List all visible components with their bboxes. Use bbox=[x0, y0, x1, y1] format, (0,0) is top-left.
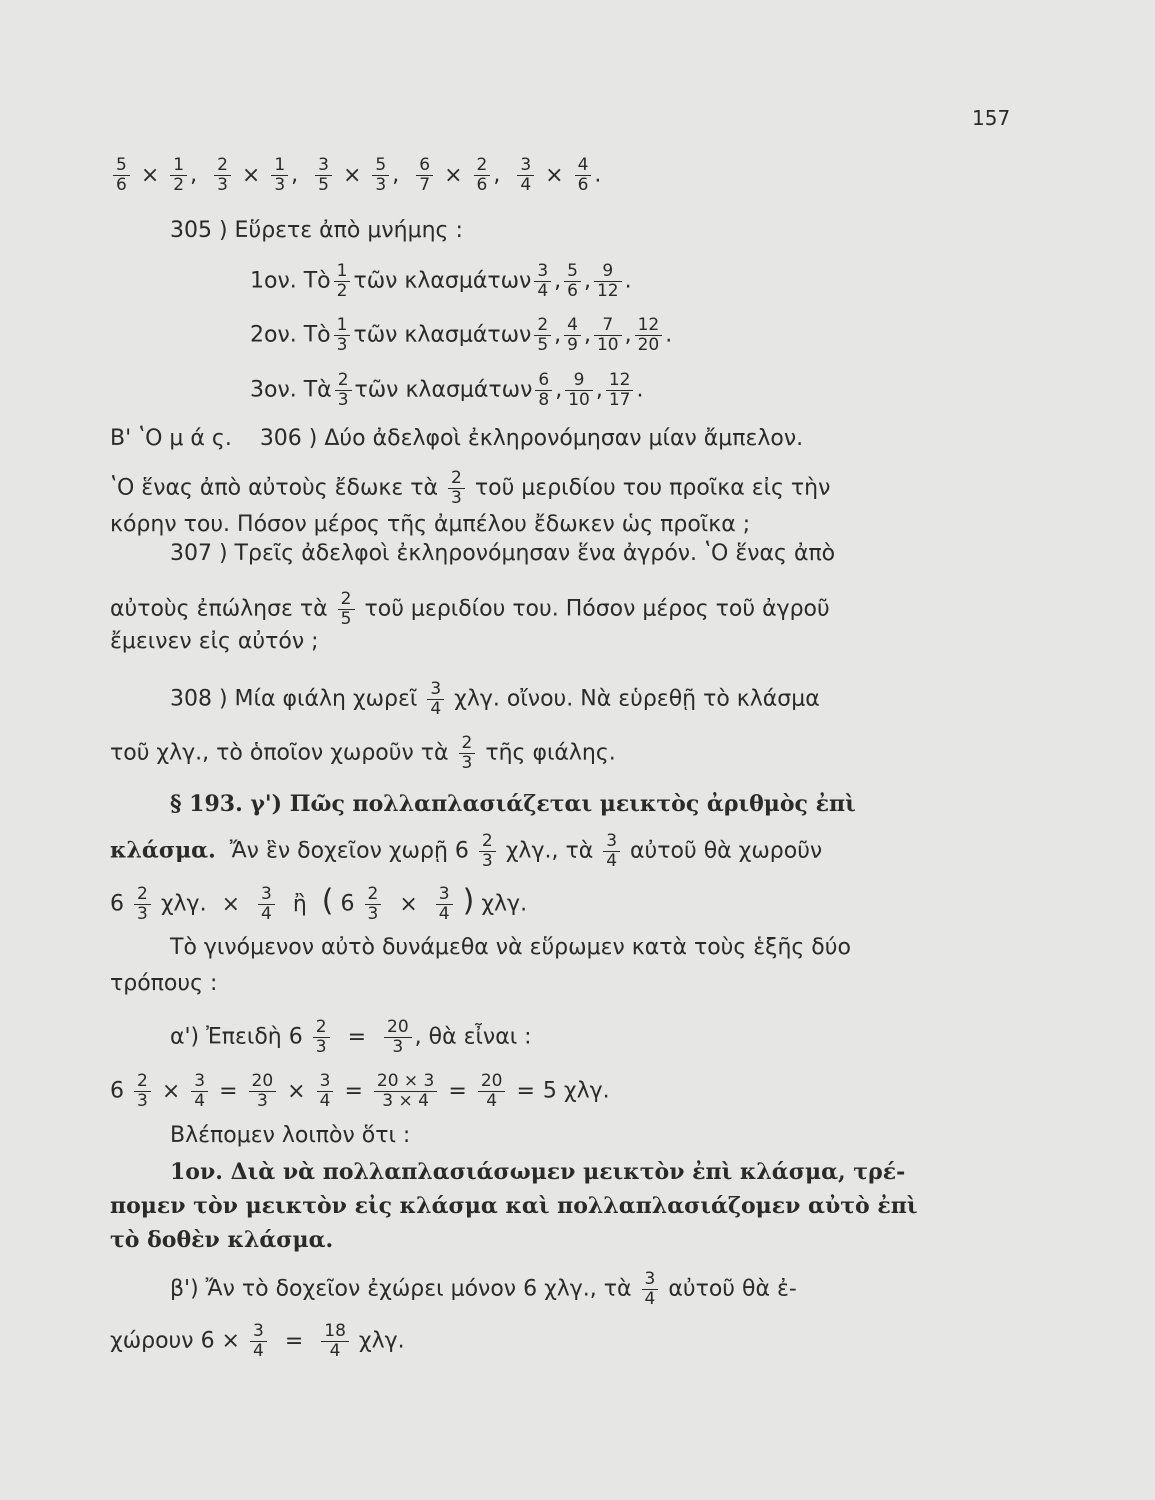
text: = bbox=[516, 1078, 535, 1104]
fraction: $\frac{20}{4}$ bbox=[478, 1072, 506, 1111]
fraction: $\frac{2}{3}$ bbox=[134, 1072, 151, 1111]
text: τοῦ χλγ., τὸ ὁποῖον χωροῦν τὰ bbox=[110, 740, 449, 766]
punctuation: , bbox=[624, 322, 632, 348]
text: = bbox=[448, 1078, 467, 1104]
fraction: $\frac{9}{12}$ bbox=[594, 262, 622, 301]
text: , θὰ εἶναι : bbox=[414, 1024, 532, 1050]
fraction: $\frac{1}{2}$ bbox=[334, 262, 351, 301]
fraction: $\frac{7}{10}$ bbox=[594, 316, 622, 355]
text: 308 ) Μία φιάλη χωρεῖ bbox=[170, 686, 418, 712]
alpha-line bbox=[170, 1018, 532, 1057]
ex307-line2 bbox=[110, 590, 830, 629]
text: = bbox=[344, 1078, 363, 1104]
text: 1ον. Τὸ bbox=[250, 268, 331, 294]
rule-line1: 1ον. Διὰ νὰ πολλαπλασιάσωμεν μεικτὸν ἐπὶ κλάσμα, τρέ- bbox=[170, 1159, 906, 1185]
fraction: $\frac{2}{5}$ bbox=[338, 590, 355, 629]
operator: × bbox=[221, 891, 241, 917]
text: χλγ. bbox=[481, 891, 528, 917]
fraction: $\frac{5}{6}$ bbox=[564, 262, 581, 301]
fraction: $\frac{3}{4}$ bbox=[642, 1270, 659, 1309]
section-193-line4: Τὸ γινόμενον αὐτὸ δυνάμεθα νὰ εὕρωμεν κατὰ τοὺς ἑξῆς δύο bbox=[170, 935, 851, 960]
fraction: $\frac{3}{4}$ bbox=[317, 1072, 334, 1111]
fraction: $\frac{5}{6}$ bbox=[113, 156, 130, 195]
fraction: $\frac{6}{7}$ bbox=[416, 156, 433, 195]
punctuation: . bbox=[624, 268, 632, 294]
text: ʽΟ ἕνας ἀπὸ αὐτοὺς ἔδωκε τὰ bbox=[110, 475, 439, 501]
page-number: 157 bbox=[972, 106, 1011, 130]
text: 6 bbox=[110, 891, 124, 917]
rule-line3: τὸ δοθὲν κλάσμα. bbox=[110, 1227, 334, 1253]
fraction: $\frac{3}{4}$ bbox=[517, 156, 534, 195]
text: χλγ. bbox=[358, 1328, 405, 1354]
fraction: $\frac{2}{3}$ bbox=[313, 1018, 330, 1057]
text: α') Ἐπειδὴ 6 bbox=[170, 1024, 303, 1050]
punctuation: , bbox=[595, 377, 603, 403]
text: τῶν κλασμάτων bbox=[353, 268, 532, 294]
text: τοῦ μεριδίου του. Πόσον μέρος τοῦ ἀγροῦ bbox=[364, 596, 830, 622]
punctuation: , bbox=[583, 268, 591, 294]
punctuation: . bbox=[636, 377, 644, 403]
fraction: $\frac{9}{10}$ bbox=[565, 371, 593, 410]
text: χλγ. bbox=[160, 891, 207, 917]
fraction: $\frac{4}{9}$ bbox=[564, 316, 581, 355]
punctuation: × bbox=[140, 162, 160, 188]
fraction: $\frac{6}{8}$ bbox=[535, 371, 552, 410]
text: αὐτοὺς ἐπώλησε τὰ bbox=[110, 596, 328, 622]
fraction: $\frac{1}{3}$ bbox=[334, 316, 351, 355]
punctuation: × bbox=[241, 162, 261, 188]
fraction: $\frac{5}{3}$ bbox=[372, 156, 389, 195]
fraction: $\frac{18}{4}$ bbox=[321, 1322, 349, 1361]
group-label: Β' ʽΟ μ ά ς. bbox=[110, 426, 232, 451]
ex306-text: 306 ) Δύο ἀδελφοὶ ἐκληρονόμησαν μίαν ἄμπελον. bbox=[259, 426, 804, 451]
punctuation: , bbox=[583, 322, 591, 348]
text: × bbox=[287, 1078, 306, 1104]
ex308-line2 bbox=[110, 734, 616, 773]
ex308-line1 bbox=[170, 680, 820, 719]
fraction: $\frac{3}{4}$ bbox=[603, 832, 620, 871]
ex305-item bbox=[250, 262, 632, 301]
text: β') Ἄν τὸ δοχεῖον ἐχώρει μόνον 6 χλγ., τὰ bbox=[170, 1276, 632, 1302]
fraction: $\frac{2}{3}$ bbox=[134, 885, 151, 924]
fraction: $\frac{3}{4}$ bbox=[250, 1322, 267, 1361]
text: τῆς φιάλης. bbox=[485, 740, 616, 766]
section-193-line2 bbox=[110, 832, 822, 871]
fraction: $\frac{12}{17}$ bbox=[606, 371, 634, 410]
fraction: $\frac{4}{6}$ bbox=[575, 156, 592, 195]
fraction: $\frac{12}{20}$ bbox=[635, 316, 663, 355]
fraction: $\frac{3}{4}$ bbox=[427, 680, 444, 719]
text: τοῦ μεριδίου του προῖκα εἰς τὴν bbox=[474, 475, 831, 501]
ex307-line3: ἔμεινεν εἰς αὐτόν ; bbox=[110, 629, 319, 654]
fraction: $\frac{3}{4}$ bbox=[436, 885, 453, 924]
text: ἢ bbox=[292, 891, 307, 917]
punctuation: , bbox=[190, 162, 212, 188]
section-193-line3 bbox=[110, 885, 527, 924]
operator: × bbox=[399, 891, 418, 917]
punctuation: × bbox=[444, 162, 463, 188]
last-line bbox=[110, 1322, 405, 1361]
fraction: $\frac{20}{3}$ bbox=[384, 1018, 412, 1057]
text: τῶν κλασμάτων bbox=[354, 377, 533, 403]
punctuation: , bbox=[493, 162, 515, 188]
text: κλάσμα. bbox=[110, 837, 216, 864]
text: × bbox=[161, 1078, 181, 1104]
punctuation: , bbox=[291, 162, 313, 188]
punctuation: × bbox=[342, 162, 362, 188]
ex306-line2 bbox=[110, 469, 830, 508]
text: τῶν κλασμάτων bbox=[353, 322, 532, 348]
text: χλγ. οἴνου. Νὰ εὑρεθῇ τὸ κλάσμα bbox=[454, 686, 820, 712]
punctuation: , bbox=[554, 322, 562, 348]
fraction: $\frac{20 \times 3}{3 \times 4}$ bbox=[374, 1072, 438, 1111]
fraction: $\frac{3}{5}$ bbox=[315, 156, 332, 195]
section-193-line5: τρόπους : bbox=[110, 971, 218, 996]
fraction: $\frac{2}{3}$ bbox=[479, 832, 496, 871]
text: χώρουν 6 × bbox=[110, 1328, 240, 1354]
fraction: $\frac{20}{3}$ bbox=[249, 1072, 277, 1111]
ex305-item bbox=[250, 371, 643, 410]
fraction: $\frac{2}{3}$ bbox=[214, 156, 231, 195]
text: αὐτοῦ θὰ χωροῦν bbox=[630, 838, 823, 864]
fraction: $\frac{2}{5}$ bbox=[534, 316, 551, 355]
fraction: $\frac{2}{3}$ bbox=[365, 885, 382, 924]
punctuation: , bbox=[554, 268, 562, 294]
paren: ( bbox=[321, 883, 334, 919]
operator: = bbox=[284, 1328, 304, 1354]
fraction: $\frac{2}{6}$ bbox=[474, 156, 491, 195]
text: 3ον. Τὰ bbox=[250, 377, 332, 403]
text: 6 bbox=[340, 891, 355, 917]
ex307-line1: 307 ) Τρεῖς ἀδελφοὶ ἐκληρονόμησαν ἕνα ἀγρόν. ʽΟ ἕνας ἀπὸ bbox=[170, 541, 836, 566]
section-193-heading: § 193. γ') Πῶς πολλαπλασιάζεται μεικτὸς ἀριθμὸς ἐπὶ bbox=[170, 791, 856, 817]
text: 5 χλγ. bbox=[542, 1078, 610, 1104]
fraction: $\frac{2}{3}$ bbox=[459, 734, 476, 773]
text: 2ον. Τὸ bbox=[250, 322, 331, 348]
ex305-heading: 305 ) Εὕρετε ἀπὸ μνήμης : bbox=[170, 218, 463, 243]
fraction: $\frac{1}{2}$ bbox=[170, 156, 187, 195]
fraction: $\frac{3}{4}$ bbox=[258, 885, 275, 924]
punctuation: × bbox=[545, 162, 564, 188]
punctuation: . bbox=[665, 322, 673, 348]
rule-line2: πομεν τὸν μεικτὸν εἰς κλάσμα καὶ πολλαπλασιάζομεν αὐτὸ ἐπὶ bbox=[110, 1193, 918, 1219]
calc-line bbox=[110, 1072, 610, 1111]
fraction: $\frac{3}{4}$ bbox=[534, 262, 551, 301]
punctuation: , bbox=[392, 162, 414, 188]
paren: ) bbox=[462, 883, 475, 919]
text: χλγ., τὰ bbox=[505, 838, 594, 864]
text: = bbox=[219, 1078, 238, 1104]
text: 6 bbox=[110, 1078, 124, 1104]
conclusion-intro: Βλέπομεν λοιπὸν ὅτι : bbox=[170, 1123, 411, 1148]
punctuation: , bbox=[555, 377, 563, 403]
beta-line bbox=[170, 1270, 797, 1309]
fraction: $\frac{3}{4}$ bbox=[191, 1072, 208, 1111]
fraction: $\frac{2}{3}$ bbox=[448, 469, 465, 508]
text: Ἄν ἓν δοχεῖον χωρῇ 6 bbox=[229, 838, 469, 864]
products-line bbox=[110, 156, 601, 195]
ex306-line3: κόρην του. Πόσον μέρος τῆς ἀμπέλου ἔδωκεν ὡς προῖκα ; bbox=[110, 512, 751, 537]
ex306-line1 bbox=[110, 425, 803, 453]
fraction: $\frac{1}{3}$ bbox=[271, 156, 288, 195]
text: αὐτοῦ θὰ ἐ- bbox=[668, 1276, 797, 1302]
operator: = bbox=[347, 1024, 367, 1050]
fraction: $\frac{2}{3}$ bbox=[335, 371, 352, 410]
ex305-item bbox=[250, 316, 672, 355]
punctuation: . bbox=[594, 162, 602, 188]
